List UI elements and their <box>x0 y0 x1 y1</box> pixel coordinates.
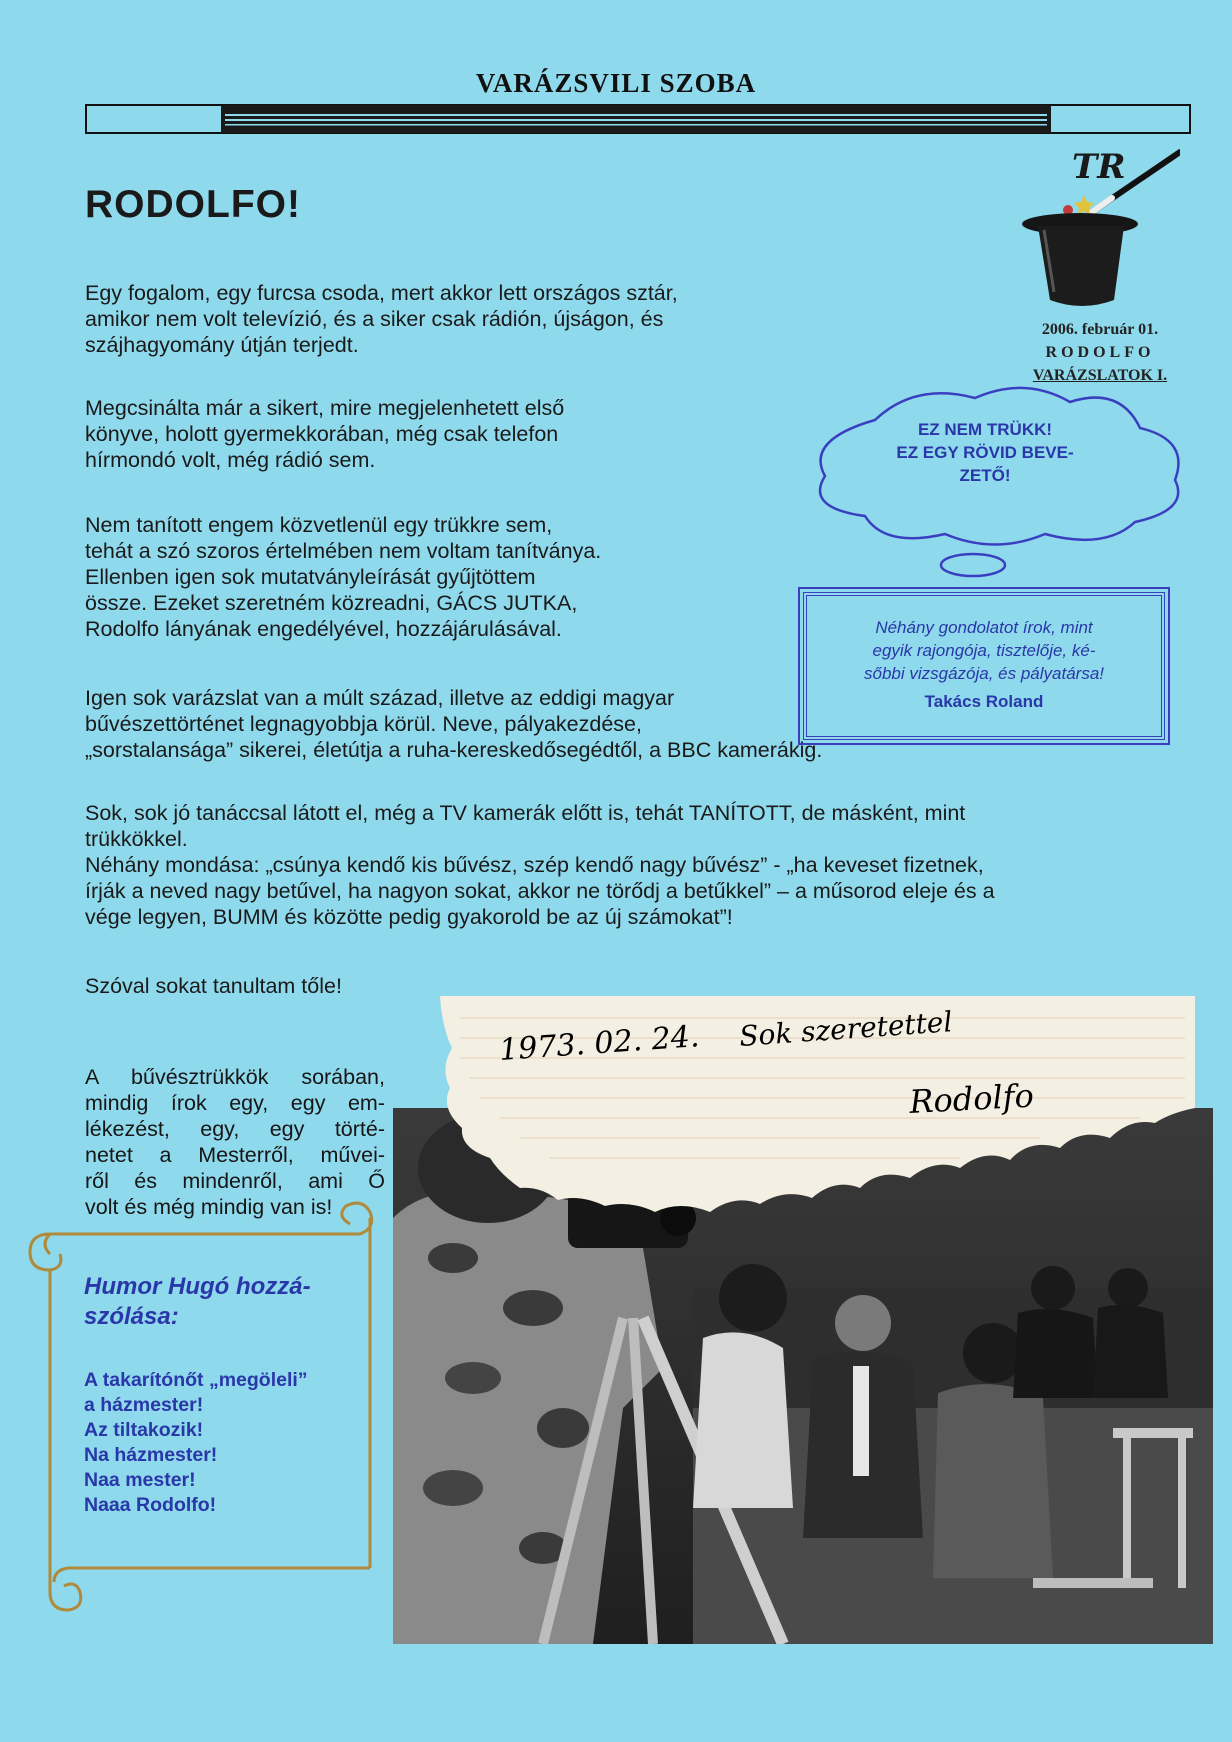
text-line: Néhány mondása: „csúnya kendő kis bűvész, szép kendő nagy bűvész” - „ha keveset fizetnek, <box>85 853 984 877</box>
paragraph-4 <box>85 685 822 763</box>
text-line: trükkökkel. <box>85 827 188 851</box>
autograph-note <box>440 988 1195 1223</box>
text-line: sőbbi vizsgázója, és pályatársa! <box>863 664 1105 683</box>
text-line: amikor nem volt televízió, és a siker csak rádión, újságon, és <box>85 307 664 331</box>
text-line: Az tiltakozik! <box>84 1419 204 1441</box>
text-line: mindig írok egy, egy em- <box>85 1091 385 1115</box>
text-line: „sorstalansága” sikerei, életútja a ruha-kereskedősegédtől, a BBC kamerákig. <box>85 738 823 762</box>
text-line: írják a neved nagy betűvel, ha nagyon sokat, akkor ne törődj a betűkkel” – a műsorod eleje és a <box>85 879 995 903</box>
logo-series-name: RODOLFO <box>1045 344 1155 361</box>
paragraph-7 <box>85 1064 385 1220</box>
text-line: ről és mindenről, ami Ő <box>85 1169 385 1193</box>
autograph-date: 1973. 02. 24. <box>498 1019 701 1068</box>
quote-author: Takács Roland <box>924 692 1044 711</box>
text-line: Nem tanított engem közvetlenül egy trükkre sem, <box>85 513 553 537</box>
text-line: ZETŐ! <box>959 466 1011 485</box>
text-line: Rodolfo lányának engedélyével, hozzájárulásával. <box>85 617 562 641</box>
paragraph-1 <box>85 280 678 358</box>
humor-joke <box>84 1368 308 1518</box>
text-line: netet a Mesterről, művei- <box>85 1143 385 1167</box>
text-line: szájhagyomány útján terjedt. <box>85 333 359 357</box>
text-line: egyik rajongója, tisztelője, ké- <box>872 641 1096 660</box>
text-line: könyve, holott gyermekkorában, még csak telefon <box>85 422 559 446</box>
text-line: tehát a szó szoros értelmében nem voltam tanítványa. <box>85 539 602 563</box>
quote-text <box>812 616 1156 685</box>
autograph-signature: Rodolfo <box>908 1076 1035 1121</box>
text-line: Igen sok varázslat van a múlt század, illetve az eddigi magyar <box>85 686 675 710</box>
text-line: volt és még mindig van is! <box>85 1195 333 1219</box>
page-title: RODOLFO! <box>85 183 301 226</box>
section-header-title: VARÁZSVILI SZOBA <box>475 68 757 98</box>
humor-title <box>84 1272 311 1332</box>
text-line: EZ EGY RÖVID BEVE- <box>896 443 1074 462</box>
text-line: Szóval sokat tanultam tőle! <box>85 974 342 998</box>
paragraph-5 <box>85 800 995 930</box>
text-line: Naaa Rodolfo! <box>84 1494 217 1516</box>
logo-date: 2006. február 01. <box>1041 321 1159 338</box>
text-line: bűvészettörténet legnagyobbja körül. Neve, pályakezdése, <box>85 712 642 736</box>
text-line: A bűvésztrükkök sorában, <box>85 1065 385 1089</box>
text-line: Megcsinálta már a sikert, mire megjelenhetett első <box>85 396 565 420</box>
text-line: EZ NEM TRÜKK! <box>917 420 1053 439</box>
paragraph-2 <box>85 395 564 473</box>
thought-bubble-dot <box>941 554 1005 576</box>
text-line: Naa mester! <box>84 1469 196 1491</box>
logo-caption <box>1005 318 1195 387</box>
text-line: Egy fogalom, egy furcsa csoda, mert akkor lett országos sztár, <box>85 281 678 305</box>
header-divider-bar <box>85 104 1191 134</box>
text-line: vége legyen, BUMM és közötte pedig gyakorold be az új számokat”! <box>85 905 733 929</box>
text-line: Ellenben igen sok mutatványleírását gyűjtöttem <box>85 565 536 589</box>
text-line: a házmester! <box>84 1394 204 1416</box>
logo-series-title: VARÁZSLATOK I. <box>1032 367 1168 384</box>
text-line: Na házmester! <box>84 1444 218 1466</box>
text-line: A takarítónőt „megöleli” <box>84 1369 308 1391</box>
text-line: Humor Hugó hozzá- <box>84 1273 311 1300</box>
text-line: Néhány gondolatot írok, mint <box>875 618 1093 637</box>
text-line: hírmondó volt, még rádió sem. <box>85 448 376 472</box>
text-line: lékezést, egy, egy törté- <box>85 1117 385 1141</box>
autograph-greeting: Sok szeretettel <box>738 1005 954 1053</box>
text-line: Sok, sok jó tanáccsal látott el, még a TV kamerák előtt is, tehát TANÍTOTT, de másként, mint <box>85 801 966 825</box>
monogram-text: TR <box>1072 147 1126 187</box>
text-line: össze. Ezeket szeretném közreadni, GÁCS JUTKA, <box>85 591 578 615</box>
cloud-text <box>860 418 1110 487</box>
text-line: szólása: <box>84 1303 179 1330</box>
paragraph-6 <box>85 973 342 999</box>
magic-hat-logo <box>1020 140 1180 320</box>
paragraph-3 <box>85 512 601 642</box>
